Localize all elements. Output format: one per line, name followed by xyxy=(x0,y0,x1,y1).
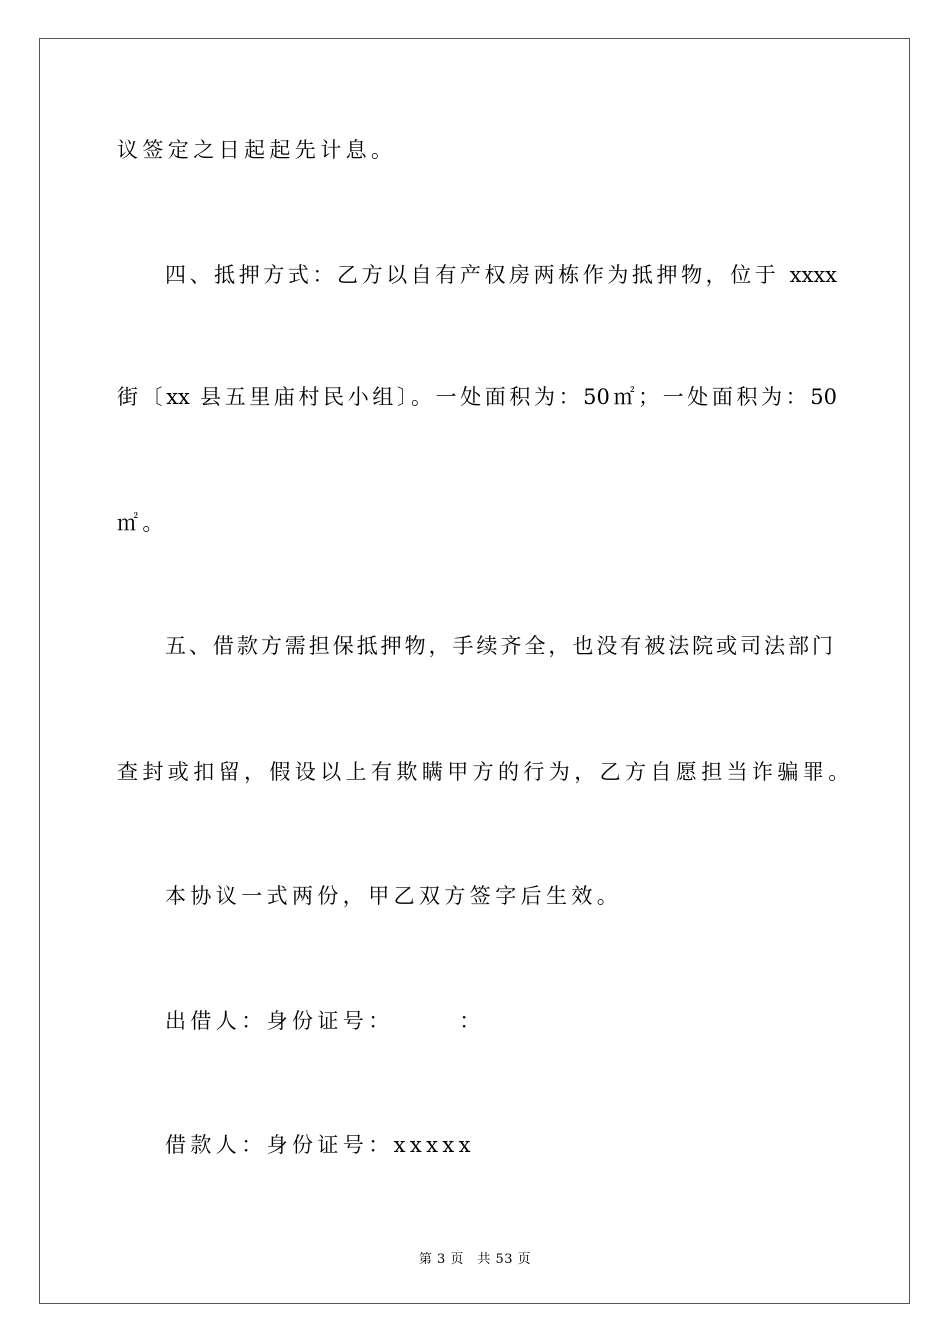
text-line: 借款人：身份证号：xxxxx xyxy=(165,1133,475,1157)
page-frame xyxy=(39,38,910,1304)
text-line: 出借人：身份证号： ： xyxy=(165,1009,485,1033)
text-line: 街〔xx 县五里庙村民小组〕。一处面积为：50㎡；一处面积为：50 xyxy=(117,385,837,409)
text-line: 本协议一式两份，甲乙双方签字后生效。 xyxy=(165,884,623,908)
page-footer: 第 3 页 共 53 页 xyxy=(418,1252,532,1267)
text-line: ㎡。 xyxy=(117,511,168,535)
text-line: 议签定之日起起先计息。 xyxy=(117,138,397,162)
text-line: 查封或扣留，假设以上有欺瞒甲方的行为，乙方自愿担当诈骗罪。 xyxy=(117,760,854,784)
text-line: 四、抵押方式：乙方以自有产权房两栋作为抵押物，位于 xxxx xyxy=(165,263,837,287)
text-line: 五、借款方需担保抵押物，手续齐全，也没有被法院或司法部门 xyxy=(165,634,833,658)
